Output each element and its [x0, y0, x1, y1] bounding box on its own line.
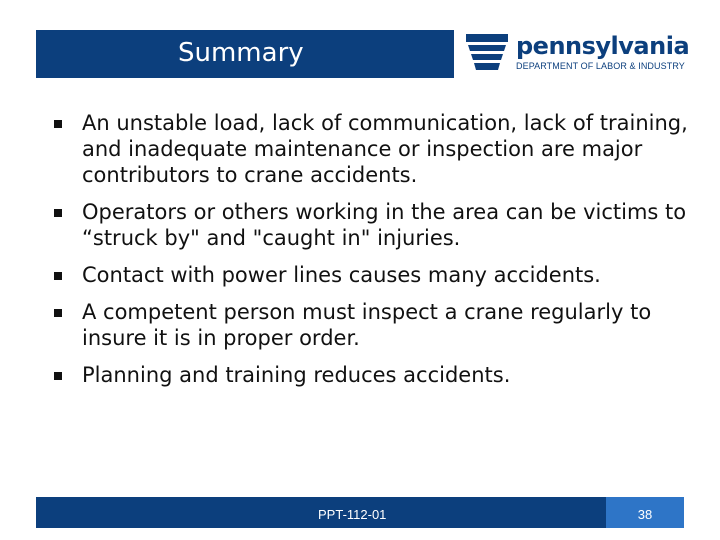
bullet-square-icon — [54, 372, 62, 380]
bullet-text: Contact with power lines causes many accidents. — [82, 263, 601, 287]
bullet-square-icon — [54, 209, 62, 217]
bullet-text: An unstable load, lack of communication, lack of training, and inadequate maintenance or inspection are major contributors to crane accidents. — [82, 111, 688, 187]
footer-code: PPT-112-01 — [318, 507, 387, 522]
bullet-item — [50, 199, 690, 251]
bullet-item — [50, 362, 690, 388]
logo-name: pennsylvania — [516, 32, 690, 60]
keystone-icon — [464, 30, 510, 76]
bullet-item — [50, 262, 690, 288]
bullet-list — [50, 110, 690, 399]
bullet-text: Planning and training reduces accidents. — [82, 363, 511, 387]
bullet-text: A competent person must inspect a crane regularly to insure it is in proper order. — [82, 300, 652, 350]
slide-title: Summary — [178, 38, 304, 68]
bullet-item — [50, 110, 690, 188]
bullet-square-icon — [54, 309, 62, 317]
pennsylvania-logo — [464, 28, 696, 82]
bullet-square-icon — [54, 272, 62, 280]
bullet-text: Operators or others working in the area can be victims to “struck by" and "caught in" injuries. — [82, 200, 687, 250]
logo-department: DEPARTMENT OF LABOR & INDUSTRY — [516, 61, 685, 71]
bullet-square-icon — [54, 120, 62, 128]
page-number: 38 — [637, 507, 653, 522]
bullet-item — [50, 299, 690, 351]
